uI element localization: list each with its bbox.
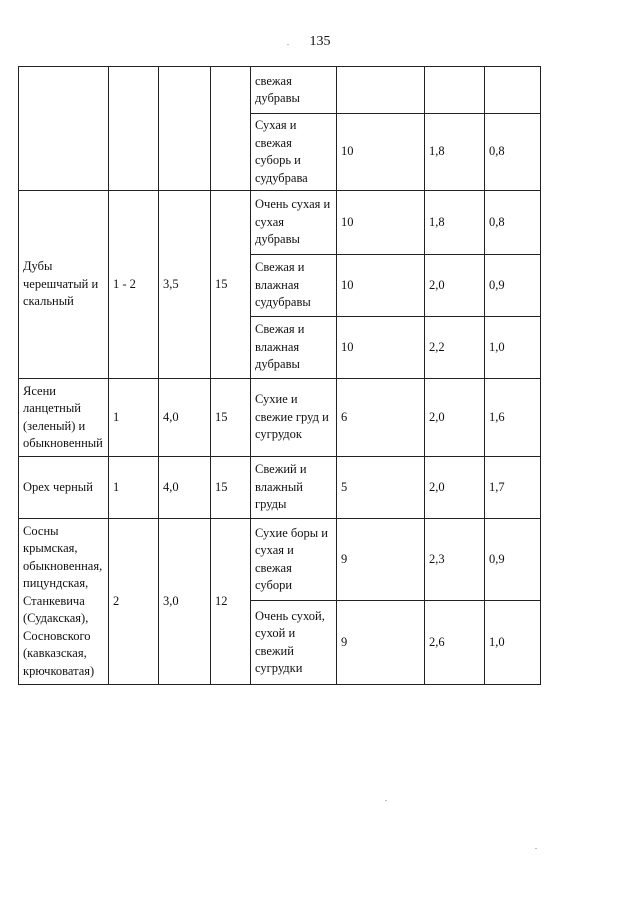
table-cell: 15 [211, 191, 251, 379]
scan-speck [287, 44, 289, 45]
species-cell: Ясени ланцетный (зеленый) и обыкновенный [19, 379, 109, 457]
species-cell: Орех черный [19, 457, 109, 519]
table-cell: 9 [337, 601, 425, 685]
table-cell: 10 [337, 317, 425, 379]
table-cell: 4,0 [159, 379, 211, 457]
table-cell: 2,2 [425, 317, 485, 379]
conditions-cell: Сухие и свежие груд и сугрудок [251, 379, 337, 457]
table-row [19, 379, 541, 457]
table-cell: 6 [337, 379, 425, 457]
table-cell: 1,0 [485, 601, 541, 685]
table-cell: 0,8 [485, 114, 541, 191]
conditions-cell: свежая дубравы [251, 67, 337, 114]
table-cell: 0,9 [485, 519, 541, 601]
conditions-cell: Свежий и влажный груды [251, 457, 337, 519]
table-cell: 1 [109, 379, 159, 457]
species-cell: Дубы черешчатый и скальный [19, 191, 109, 379]
table-cell: 2,6 [425, 601, 485, 685]
table-row [19, 457, 541, 519]
table-cell [211, 67, 251, 191]
table-cell: 2,3 [425, 519, 485, 601]
table-cell: 2,0 [425, 457, 485, 519]
table-cell: 2 [109, 519, 159, 685]
conditions-cell: Сухие боры и сухая и свежая субори [251, 519, 337, 601]
table-cell: 2,0 [425, 379, 485, 457]
table-cell [425, 67, 485, 114]
table-cell: 10 [337, 255, 425, 317]
table-cell: 15 [211, 379, 251, 457]
table-cell: 3,5 [159, 191, 211, 379]
table-cell: 1,7 [485, 457, 541, 519]
table-row [19, 191, 541, 255]
table-cell: 0,9 [485, 255, 541, 317]
table-cell: 1,8 [425, 114, 485, 191]
table-row [19, 67, 541, 114]
scan-speck [385, 800, 387, 801]
table-cell [109, 67, 159, 191]
table-cell: 0,8 [485, 191, 541, 255]
page-number: 135 [309, 34, 331, 49]
table-cell: 3,0 [159, 519, 211, 685]
table-cell: 1 - 2 [109, 191, 159, 379]
table-cell: 12 [211, 519, 251, 685]
table-cell [485, 67, 541, 114]
table-cell: 1 [109, 457, 159, 519]
species-cell: Сосны крымская, обыкновенная, пицундская, Станкевича (Судакская), Сосновского (кавказская, крючковатая) [19, 519, 109, 685]
table-cell [337, 67, 425, 114]
table-cell [159, 67, 211, 191]
forest-data-table [18, 66, 541, 685]
conditions-cell: Свежая и влажная судубравы [251, 255, 337, 317]
table-cell: 15 [211, 457, 251, 519]
species-cell [19, 67, 109, 191]
conditions-cell: Очень сухая и сухая дубравы [251, 191, 337, 255]
table-cell: 4,0 [159, 457, 211, 519]
conditions-cell: Очень сухой, сухой и свежий сугрудки [251, 601, 337, 685]
table-row [19, 519, 541, 601]
conditions-cell: Сухая и свежая суборь и судубрава [251, 114, 337, 191]
table-cell: 5 [337, 457, 425, 519]
table-cell: 1,0 [485, 317, 541, 379]
scan-speck [535, 848, 537, 849]
table-cell: 2,0 [425, 255, 485, 317]
table-cell: 10 [337, 191, 425, 255]
conditions-cell: Свежая и влажная дубравы [251, 317, 337, 379]
table-cell: 1,6 [485, 379, 541, 457]
table-cell: 9 [337, 519, 425, 601]
table-cell: 10 [337, 114, 425, 191]
table-cell: 1,8 [425, 191, 485, 255]
